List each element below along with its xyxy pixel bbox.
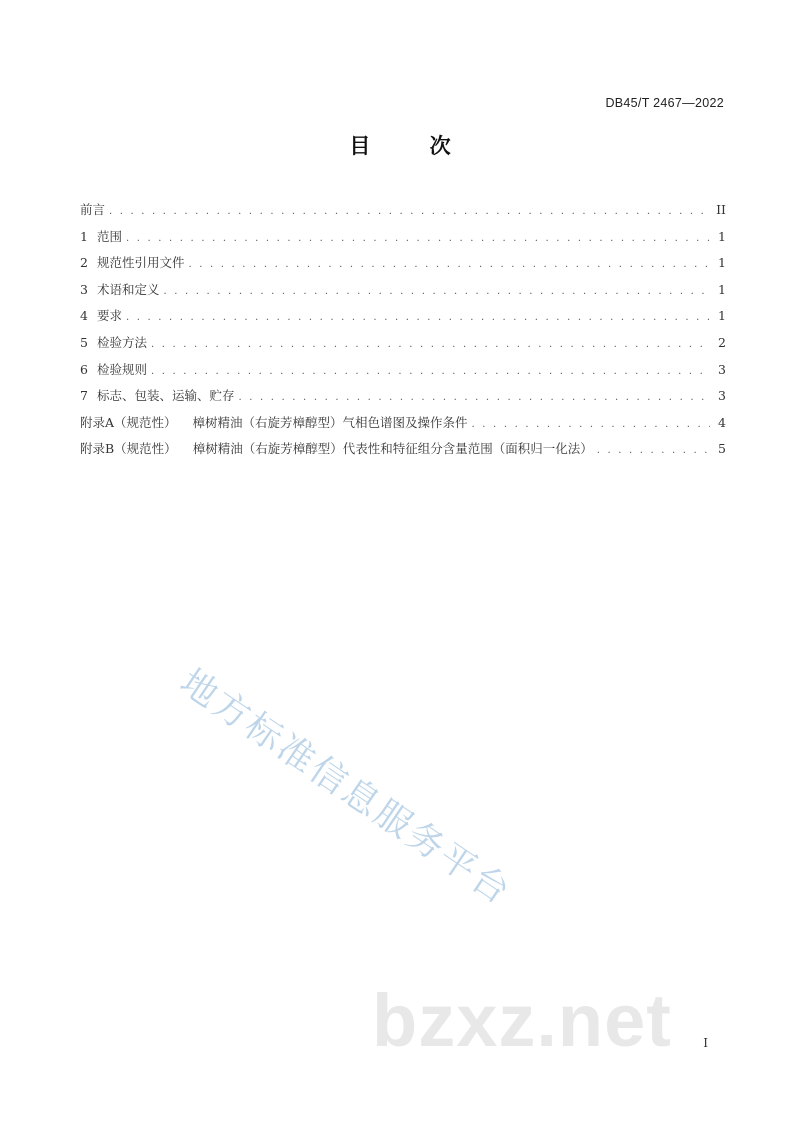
toc-page-number: II [716, 202, 726, 217]
toc-entry-number: 7 [80, 388, 88, 404]
toc-entry-label: 前言 [80, 202, 106, 217]
toc-leader-dots [239, 392, 710, 403]
toc-page-number: 1 [718, 308, 726, 324]
toc-entry-label: 检验方法 [97, 334, 148, 350]
toc-entry-label: 要求 [97, 308, 123, 324]
toc-entry-label: 标志、包装、运输、贮存 [97, 388, 235, 404]
toc-page-number: 4 [718, 414, 726, 430]
toc-entry-label: 范围 [97, 228, 123, 244]
annex-label: 附录B（规范性） [80, 441, 177, 457]
toc-entry-requirements[interactable] [80, 306, 726, 333]
toc-entry-label: 术语和定义 [97, 281, 160, 297]
toc-page-number: 3 [718, 361, 726, 377]
toc-page-number: 3 [718, 388, 726, 404]
toc-leader-dots [126, 233, 710, 244]
toc-entry-number: 4 [80, 308, 88, 324]
toc-entry-number: 2 [80, 255, 88, 271]
toc-page-number: 1 [718, 228, 726, 244]
toc-entry-label: 规范性引用文件 [97, 255, 185, 271]
watermark-text-cn: 地方标准信息服务平台 [172, 661, 519, 914]
toc-entry-foreword[interactable] [80, 200, 726, 227]
toc-entry-label: 检验规则 [97, 361, 148, 377]
toc-entry-number: 5 [80, 334, 88, 350]
page-title: 目 次 [349, 134, 477, 158]
toc-entry-normative-references[interactable] [80, 253, 726, 280]
toc-entry-annex-a[interactable] [80, 413, 726, 440]
toc-page-number: 5 [718, 441, 726, 457]
toc-entry-label [80, 413, 468, 431]
toc-entry-annex-b[interactable] [80, 439, 726, 466]
toc-leader-dots [126, 312, 710, 323]
annex-title: 樟树精油（右旋芳樟醇型）代表性和特征组分含量范围（面积归一化法） [192, 441, 593, 457]
toc-leader-dots [164, 286, 710, 297]
toc-entry-number: 3 [80, 281, 88, 297]
doc-code: DB45/T 2467—2022 [605, 96, 724, 110]
toc-leader-dots [151, 366, 710, 377]
annex-title: 樟树精油（右旋芳樟醇型）气相色谱图及操作条件 [192, 414, 468, 430]
toc-entry-test-methods[interactable] [80, 333, 726, 360]
toc-leader-dots [109, 206, 710, 217]
toc-entry-number: 6 [80, 361, 88, 377]
toc-page-number: 1 [718, 255, 726, 271]
toc-entry-marking-packaging[interactable] [80, 386, 726, 413]
toc-entry-number: 1 [80, 228, 88, 244]
page-number: I [703, 1036, 708, 1050]
toc-entry-scope[interactable] [80, 227, 726, 254]
toc-entry-inspection-rules[interactable] [80, 360, 726, 387]
toc-leader-dots [472, 419, 710, 430]
toc-leader-dots [597, 445, 710, 456]
toc-leader-dots [151, 339, 710, 350]
watermark-text-en: bzxz.net [372, 979, 672, 1062]
annex-label: 附录A（规范性） [80, 414, 177, 430]
toc-page-number: 1 [718, 281, 726, 297]
table-of-contents [80, 200, 726, 466]
toc-entry-terms-definitions[interactable] [80, 280, 726, 307]
toc-page-number: 2 [718, 334, 726, 350]
toc-leader-dots [189, 259, 710, 270]
toc-entry-label [80, 439, 593, 457]
